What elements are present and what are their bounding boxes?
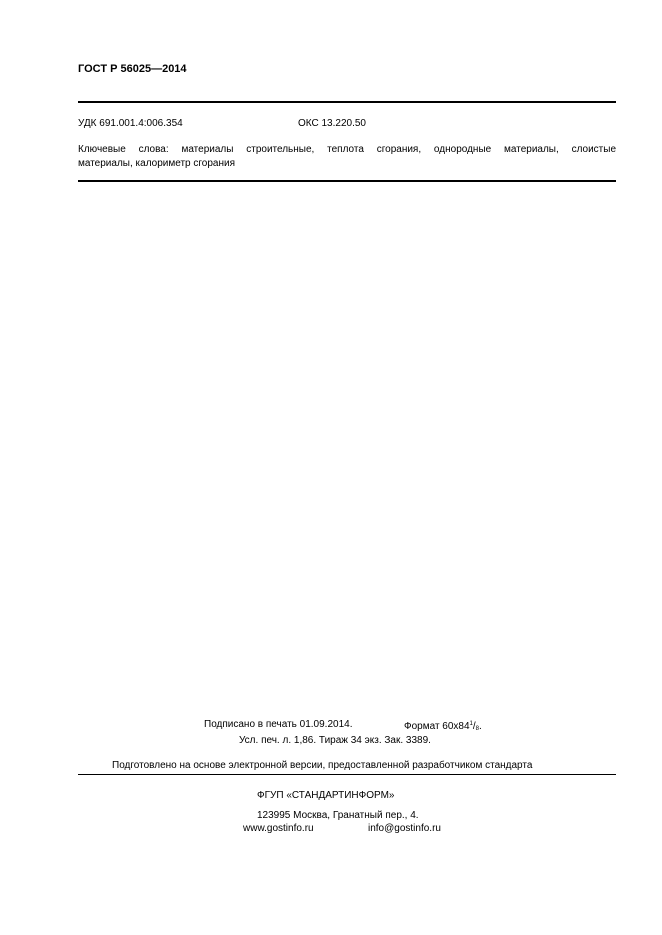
format-prefix: Формат 60х84 <box>404 721 470 732</box>
signed-date: Подписано в печать 01.09.2014. <box>204 719 353 730</box>
publisher-website: www.gostinfo.ru <box>243 823 314 834</box>
publisher-address: 123995 Москва, Гранатный пер., 4. <box>257 810 419 821</box>
imprint-divider <box>78 774 616 775</box>
keywords-divider <box>78 180 616 182</box>
keywords-line-1: Ключевые слова: материалы строительные, теплота сгорания, однородные материалы, слоистые <box>78 144 616 155</box>
print-sheets: Усл. печ. л. 1,86. Тираж 34 экз. Зак. 3389. <box>239 735 431 746</box>
udk-code: УДК 691.001.4:006.354 <box>78 118 183 129</box>
publisher-email: info@gostinfo.ru <box>368 823 441 834</box>
document-code: ГОСТ Р 56025—2014 <box>78 63 187 75</box>
top-divider <box>78 101 616 103</box>
prepared-note: Подготовлено на основе электронной версии, предоставленной разработчиком стандарта <box>112 760 533 771</box>
keywords-block <box>78 143 616 171</box>
oks-code: ОКС 13.220.50 <box>298 118 366 129</box>
format-suffix: . <box>479 721 482 732</box>
paper-format: Формат $60х84^1/_8$. <box>404 721 482 732</box>
publisher-name: ФГУП «СТАНДАРТИНФОРМ» <box>257 790 395 801</box>
format-numerator: 1 <box>469 721 473 727</box>
format-denominator: 8 <box>475 726 480 732</box>
keywords-line-2: материалы, калориметр сгорания <box>78 158 236 169</box>
